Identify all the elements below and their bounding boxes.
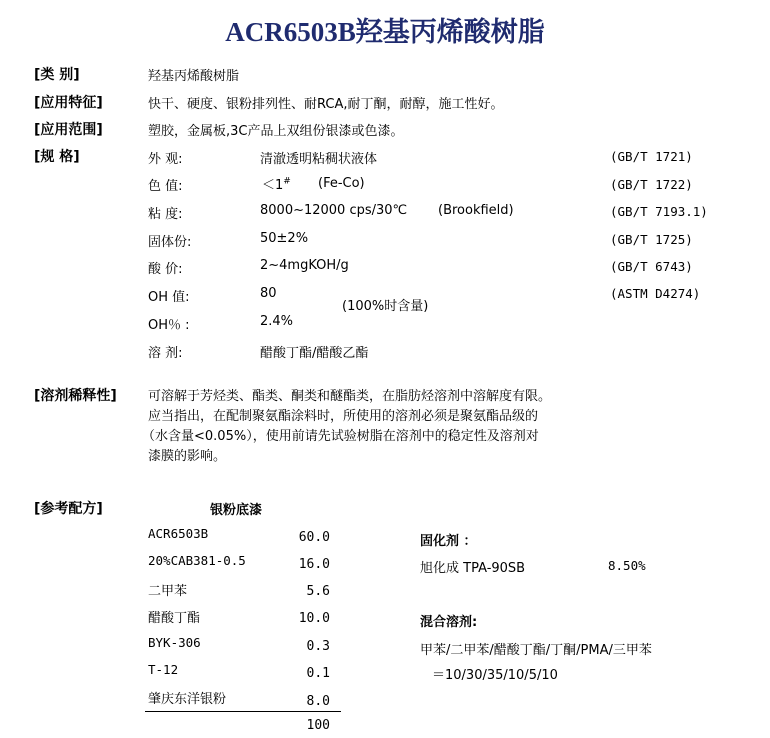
spec-name: OH 值: bbox=[148, 290, 190, 305]
formula-item-amount: 0.3 bbox=[306, 639, 330, 654]
formula-item-name: 20%CAB381-0.5 bbox=[148, 553, 246, 568]
category-value: 羟基丙烯酸树脂 bbox=[148, 69, 240, 84]
formula-item-amount: 0.1 bbox=[306, 666, 330, 681]
formula-item-name: BYK-306 bbox=[148, 635, 201, 650]
curing-name: 旭化成 TPA-90SB bbox=[420, 561, 526, 576]
spec-name: OH％ : bbox=[148, 318, 190, 333]
spec-value: 2.4% bbox=[260, 314, 294, 329]
spec-standard: (GB/T 6743) bbox=[610, 259, 693, 274]
spec-value: 8000~12000 cps/30℃ bbox=[260, 203, 408, 218]
spec-value: 清澈透明粘稠状液体 bbox=[260, 152, 378, 167]
spec-standard: (GB/T 7193.1) bbox=[610, 204, 708, 219]
spec-name: 外 观: bbox=[148, 152, 183, 167]
application-value: 塑胶，金属板,3C产品上双组份银漆或色漆。 bbox=[148, 124, 404, 139]
spec-standard: (GB/T 1722) bbox=[610, 177, 693, 192]
formula-item-name: 醋酸丁酯 bbox=[148, 611, 201, 626]
spec-standard: (GB/T 1725) bbox=[610, 232, 693, 247]
dilution-line: （水含量<0.05%），使用前请先试验树脂在溶剂中的稳定性及溶剂对 bbox=[142, 429, 539, 444]
formula-label: [参考配方] bbox=[34, 501, 103, 517]
spec-standard: (GB/T 1721) bbox=[610, 149, 693, 164]
spec-value: 50±2% bbox=[260, 231, 309, 246]
application-label: [应用范围] bbox=[34, 122, 103, 138]
formula-item-amount: 60.0 bbox=[298, 530, 330, 545]
spec-extra: (Fe-Co) bbox=[318, 176, 365, 191]
features-label: [应用特征] bbox=[34, 95, 103, 111]
spec-value: 醋酸丁酯/醋酸乙酯 bbox=[260, 346, 369, 361]
oh-note: (100%时含量) bbox=[342, 299, 429, 314]
formula-item-amount: 16.0 bbox=[298, 557, 330, 572]
spec-value: 80 bbox=[260, 286, 277, 301]
formula-total: 100 bbox=[306, 718, 330, 733]
spec-value: ＜1# bbox=[262, 176, 291, 193]
formula-item-name: 二甲苯 bbox=[148, 584, 188, 599]
category-label: [类 别] bbox=[34, 67, 80, 83]
formula-heading: 银粉底漆 bbox=[210, 503, 263, 518]
formula-item-amount: 5.6 bbox=[306, 584, 330, 599]
dilution-line: 可溶解于芳烃类、酯类、酮类和醚酯类，在脂肪烃溶剂中溶解度有限。 bbox=[148, 389, 552, 404]
spec-name: 溶 剂: bbox=[148, 346, 183, 361]
spec-name: 酸 价: bbox=[148, 262, 183, 277]
formula-item-amount: 8.0 bbox=[306, 694, 330, 709]
formula-item-name: ACR6503B bbox=[148, 526, 209, 541]
spec-standard: (ASTM D4274) bbox=[610, 286, 701, 301]
spec-name: 固体份: bbox=[148, 235, 192, 250]
spec-value: 2~4mgKOH/g bbox=[260, 258, 349, 273]
formula-item-name: 肇庆东洋银粉 bbox=[148, 692, 227, 707]
mixed-solvent-ratio: ＝10/30/35/10/5/10 bbox=[432, 668, 558, 683]
curing-amount: 8.50% bbox=[608, 558, 646, 573]
specs-label: [规 格] bbox=[34, 149, 80, 165]
page-title: ACR6503B羟基丙烯酸树脂 bbox=[225, 17, 545, 47]
dilution-line: 漆膜的影响。 bbox=[148, 449, 227, 464]
formula-item-amount: 10.0 bbox=[298, 611, 330, 626]
dilution-line: 应当指出，在配制聚氨酯涂料时，所使用的溶剂必须是聚氨酯品级的 bbox=[148, 409, 539, 424]
dilution-label: [溶剂稀释性] bbox=[34, 388, 117, 404]
mixed-solvent-composition: 甲苯/二甲苯/醋酸丁酯/丁酮/PMA/三甲苯 bbox=[420, 643, 652, 658]
features-value: 快干、硬度、银粉排列性、耐RCA,耐丁酮，耐醇，施工性好。 bbox=[148, 97, 504, 112]
spec-extra: (Brookfield) bbox=[438, 203, 514, 218]
spec-name: 粘 度: bbox=[148, 207, 183, 222]
mixed-solvent-label: 混合溶剂: bbox=[420, 615, 478, 630]
total-rule bbox=[145, 711, 341, 712]
spec-name: 色 值: bbox=[148, 179, 183, 194]
curing-label: 固化剂 ： bbox=[420, 534, 477, 549]
formula-item-name: T-12 bbox=[148, 662, 179, 677]
